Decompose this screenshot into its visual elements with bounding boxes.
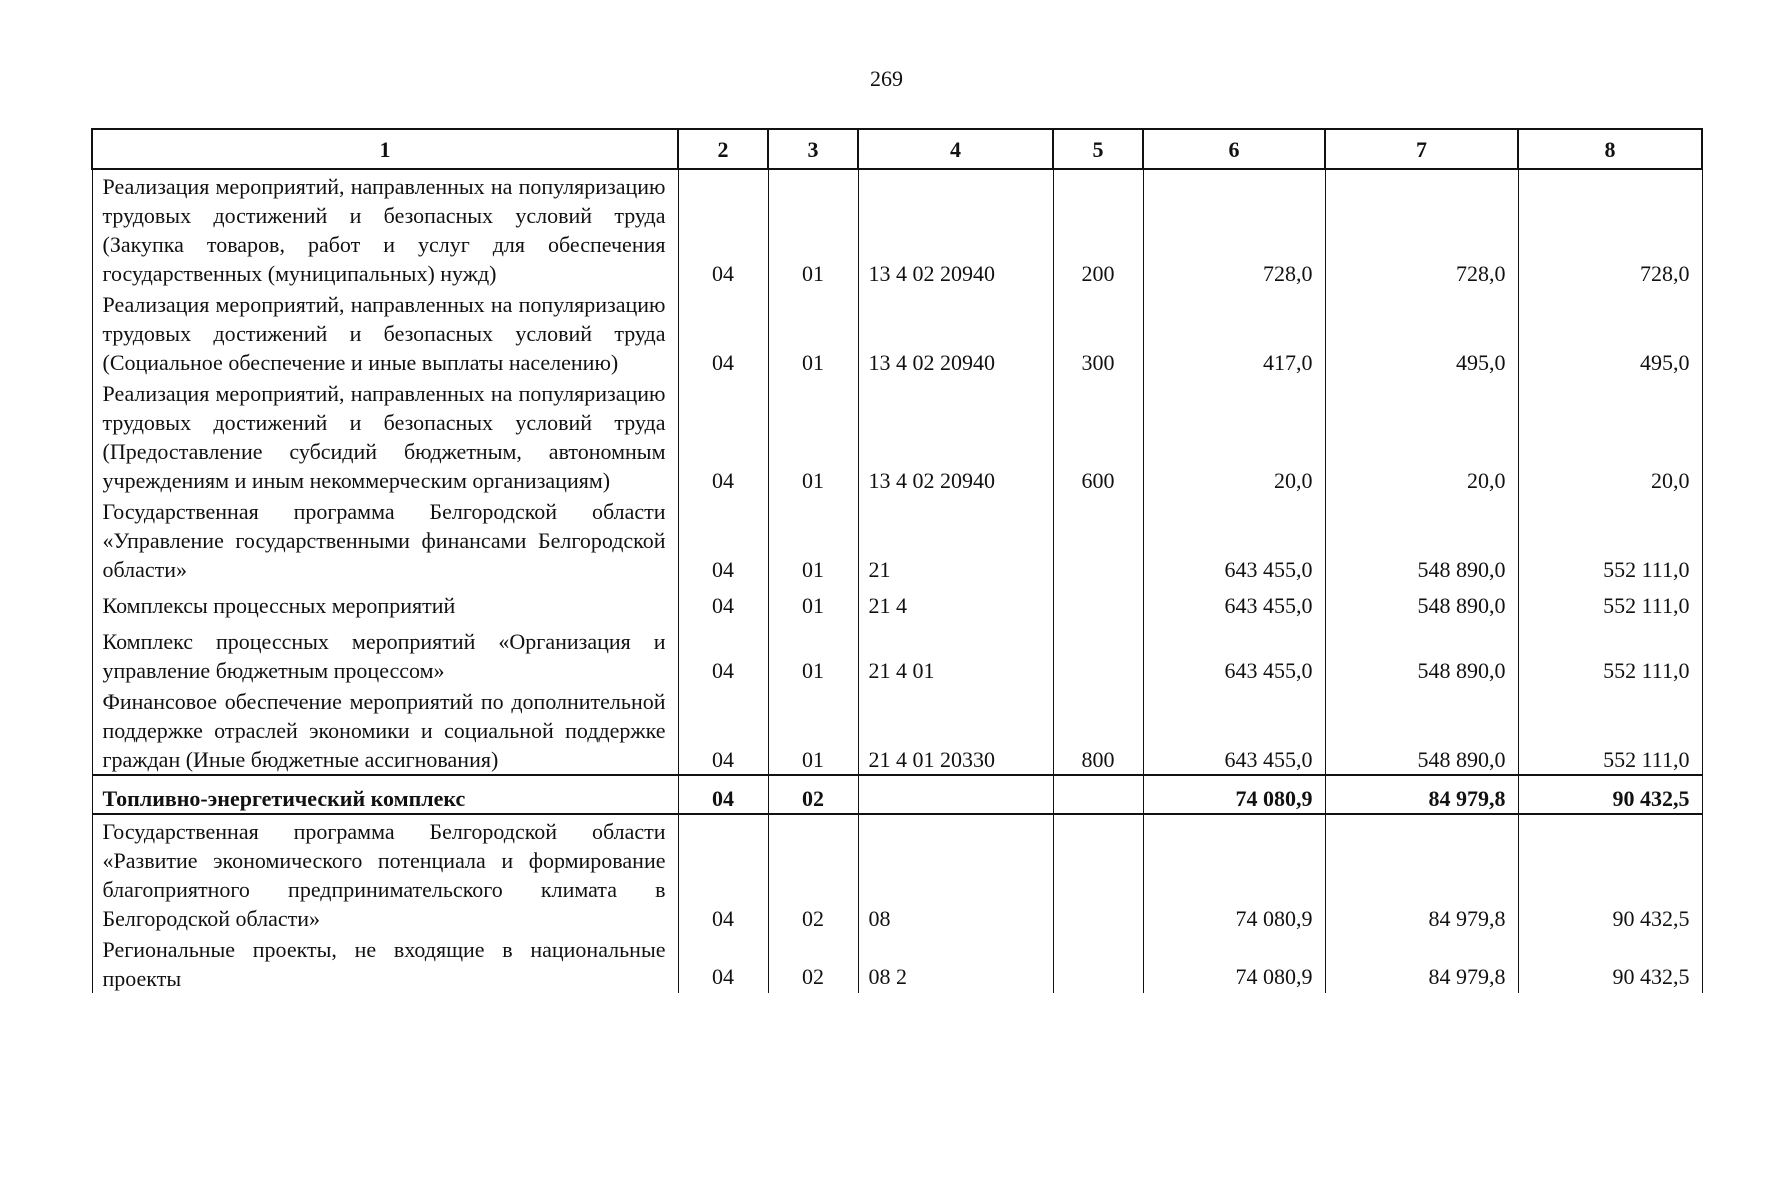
row-value-7: 548 890,0 xyxy=(1325,685,1518,775)
row-value-6: 74 080,9 xyxy=(1143,933,1325,993)
row-expense-type xyxy=(1053,495,1143,584)
row-target-code: 13 4 02 20940 xyxy=(858,169,1053,288)
row-expense-type: 800 xyxy=(1053,685,1143,775)
row-section: 04 xyxy=(678,288,768,377)
row-target-code: 21 4 xyxy=(858,584,1053,620)
column-header-1: 1 xyxy=(92,129,678,169)
budget-table xyxy=(91,128,1703,993)
row-expense-type xyxy=(1053,620,1143,685)
row-subsection: 01 xyxy=(768,169,858,288)
column-header-8: 8 xyxy=(1518,129,1702,169)
row-value-8: 552 111,0 xyxy=(1518,584,1702,620)
row-value-6: 74 080,9 xyxy=(1143,775,1325,814)
row-section: 04 xyxy=(678,620,768,685)
table-row xyxy=(92,169,1702,288)
row-expense-type xyxy=(1053,814,1143,933)
row-subsection: 01 xyxy=(768,377,858,495)
row-value-7: 495,0 xyxy=(1325,288,1518,377)
header-row xyxy=(92,129,1702,169)
table-row-section-total xyxy=(92,775,1702,814)
row-expense-type: 300 xyxy=(1053,288,1143,377)
row-target-code xyxy=(858,775,1053,814)
column-header-7: 7 xyxy=(1325,129,1518,169)
column-header-6: 6 xyxy=(1143,129,1325,169)
row-value-7: 728,0 xyxy=(1325,169,1518,288)
row-expense-type xyxy=(1053,933,1143,993)
row-value-6: 643 455,0 xyxy=(1143,495,1325,584)
row-name: Реализация мероприятий, направленных на популяризацию трудовых достижений и безопасных условий труда (Закупка товаров, работ и услуг для обеспечения государственных (муниципальных) нужд) xyxy=(92,169,678,288)
row-section: 04 xyxy=(678,814,768,933)
row-name: Государственная программа Белгородской области «Управление государственными финансами Белгородской области» xyxy=(92,495,678,584)
row-value-7: 548 890,0 xyxy=(1325,495,1518,584)
row-expense-type: 200 xyxy=(1053,169,1143,288)
row-value-6: 643 455,0 xyxy=(1143,584,1325,620)
column-header-4: 4 xyxy=(858,129,1053,169)
row-name: Комплексы процессных мероприятий xyxy=(92,584,678,620)
row-value-8: 90 432,5 xyxy=(1518,814,1702,933)
row-section: 04 xyxy=(678,377,768,495)
table-row xyxy=(92,377,1702,495)
table-row xyxy=(92,814,1702,933)
row-section: 04 xyxy=(678,933,768,993)
row-value-8: 552 111,0 xyxy=(1518,495,1702,584)
row-name: Реализация мероприятий, направленных на популяризацию трудовых достижений и безопасных условий труда (Предоставление субсидий бюджетным, автономным учреждениям и иным некоммерческим организациям) xyxy=(92,377,678,495)
row-expense-type xyxy=(1053,584,1143,620)
row-section: 04 xyxy=(678,169,768,288)
table-row xyxy=(92,288,1702,377)
page-number: 269 xyxy=(870,66,903,91)
row-target-code: 21 4 01 20330 xyxy=(858,685,1053,775)
table-row xyxy=(92,620,1702,685)
row-value-6: 417,0 xyxy=(1143,288,1325,377)
row-value-6: 728,0 xyxy=(1143,169,1325,288)
row-target-code: 21 xyxy=(858,495,1053,584)
row-target-code: 13 4 02 20940 xyxy=(858,288,1053,377)
column-header-2: 2 xyxy=(678,129,768,169)
row-subsection: 01 xyxy=(768,584,858,620)
row-name: Топливно-энергетический комплекс xyxy=(92,775,678,814)
row-value-8: 552 111,0 xyxy=(1518,685,1702,775)
row-target-code: 21 4 01 xyxy=(858,620,1053,685)
row-name: Комплекс процессных мероприятий «Организация и управление бюджетным процессом» xyxy=(92,620,678,685)
row-value-8: 728,0 xyxy=(1518,169,1702,288)
row-value-8: 552 111,0 xyxy=(1518,620,1702,685)
row-value-6: 74 080,9 xyxy=(1143,814,1325,933)
row-section: 04 xyxy=(678,775,768,814)
row-value-8: 90 432,5 xyxy=(1518,775,1702,814)
row-value-6: 20,0 xyxy=(1143,377,1325,495)
row-subsection: 01 xyxy=(768,685,858,775)
row-expense-type: 600 xyxy=(1053,377,1143,495)
row-name: Реализация мероприятий, направленных на популяризацию трудовых достижений и безопасных условий труда (Социальное обеспечение и иные выплаты населению) xyxy=(92,288,678,377)
row-value-7: 548 890,0 xyxy=(1325,584,1518,620)
row-value-7: 84 979,8 xyxy=(1325,775,1518,814)
row-subsection: 01 xyxy=(768,288,858,377)
row-value-7: 548 890,0 xyxy=(1325,620,1518,685)
row-subsection: 02 xyxy=(768,775,858,814)
row-value-7: 84 979,8 xyxy=(1325,933,1518,993)
row-value-8: 90 432,5 xyxy=(1518,933,1702,993)
column-header-5: 5 xyxy=(1053,129,1143,169)
row-name: Региональные проекты, не входящие в национальные проекты xyxy=(92,933,678,993)
row-subsection: 01 xyxy=(768,620,858,685)
row-value-6: 643 455,0 xyxy=(1143,620,1325,685)
table-row xyxy=(92,685,1702,775)
row-target-code: 08 2 xyxy=(858,933,1053,993)
row-expense-type xyxy=(1053,775,1143,814)
row-subsection: 02 xyxy=(768,933,858,993)
row-value-6: 643 455,0 xyxy=(1143,685,1325,775)
row-section: 04 xyxy=(678,685,768,775)
row-value-8: 495,0 xyxy=(1518,288,1702,377)
table-row xyxy=(92,584,1702,620)
row-target-code: 08 xyxy=(858,814,1053,933)
column-header-3: 3 xyxy=(768,129,858,169)
row-value-7: 20,0 xyxy=(1325,377,1518,495)
table-row xyxy=(92,933,1702,993)
row-subsection: 01 xyxy=(768,495,858,584)
table-row xyxy=(92,495,1702,584)
row-value-7: 84 979,8 xyxy=(1325,814,1518,933)
row-name: Финансовое обеспечение мероприятий по дополнительной поддержке отраслей экономики и социальной поддержке граждан (Иные бюджетные ассигнования) xyxy=(92,685,678,775)
row-section: 04 xyxy=(678,495,768,584)
row-name: Государственная программа Белгородской области «Развитие экономического потенциала и формирование благоприятного предпринимательского климата в Белгородской области» xyxy=(92,814,678,933)
row-subsection: 02 xyxy=(768,814,858,933)
row-section: 04 xyxy=(678,584,768,620)
row-target-code: 13 4 02 20940 xyxy=(858,377,1053,495)
row-value-8: 20,0 xyxy=(1518,377,1702,495)
